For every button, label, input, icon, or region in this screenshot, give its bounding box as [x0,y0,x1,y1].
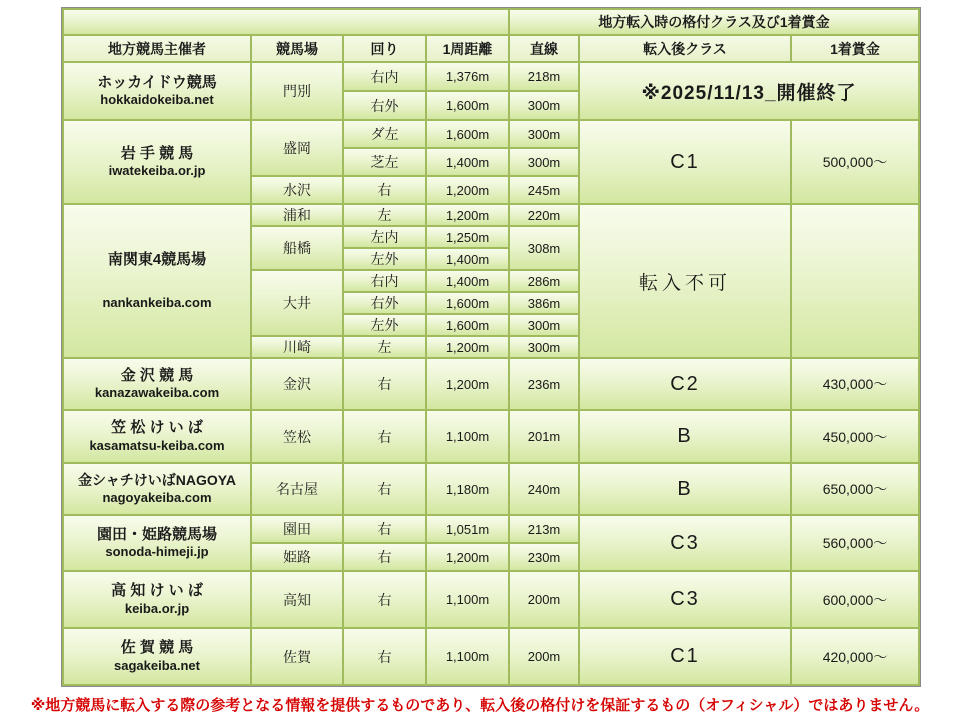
track-cell: 盛岡 [251,120,343,176]
class-cell: B [579,463,791,515]
organizer-cell-hokkaido [63,62,251,120]
table-row [63,515,919,543]
track-cell: 姫路 [251,543,343,571]
track-cell: 金沢 [251,358,343,410]
lap-cell: 1,400m [426,248,509,270]
class-cell: 転入不可 [579,204,791,358]
straight-cell: 300m [509,336,579,358]
col-header-straight: 直線 [509,35,579,62]
organizer-site: iwatekeiba.or.jp [108,163,206,179]
organizer-cell-kochi [63,571,251,628]
organizer-name: 園田・姫路競馬場 [96,525,217,543]
organizer-cell-nankan [63,204,251,358]
lap-cell: 1,200m [426,176,509,204]
turn-cell: 右 [343,176,426,204]
turn-cell: 左 [343,336,426,358]
class-cell: C1 [579,628,791,685]
organizer-name: 金 沢 競 馬 [120,366,194,384]
lap-cell: 1,600m [426,120,509,148]
local-racing-table [62,8,920,686]
class-cell: C2 [579,358,791,410]
table-row [63,62,919,91]
track-cell: 船橋 [251,226,343,270]
top-header-blank [63,9,509,35]
lap-cell: 1,400m [426,270,509,292]
turn-cell: 左 [343,204,426,226]
prize-cell: 500,000～ [791,120,919,204]
prize-cell-empty [791,204,919,358]
lap-cell: 1,376m [426,62,509,91]
status-cell: ※2025/11/13_開催終了 [579,62,919,120]
straight-cell: 218m [509,62,579,91]
track-cell: 水沢 [251,176,343,204]
straight-cell: 213m [509,515,579,543]
straight-cell: 236m [509,358,579,410]
prize-cell: 600,000～ [791,571,919,628]
lap-cell: 1,600m [426,314,509,336]
table-row [63,628,919,685]
turn-cell: 左外 [343,314,426,336]
turn-cell: 左内 [343,226,426,248]
track-cell: 川崎 [251,336,343,358]
turn-cell: 右外 [343,292,426,314]
lap-cell: 1,200m [426,336,509,358]
table-row [63,358,919,410]
col-header-racecourse: 競馬場 [251,35,343,62]
prize-cell: 450,000～ [791,410,919,463]
lap-cell: 1,400m [426,148,509,176]
class-cell: C1 [579,120,791,204]
col-header-turn: 回り [343,35,426,62]
track-cell: 笠松 [251,410,343,463]
organizer-name: 笠 松 け い ば [111,419,203,436]
col-header-lap: 1周距離 [426,35,509,62]
organizer-site: hokkaidokeiba.net [100,92,214,108]
table-row [63,410,919,463]
lap-cell: 1,200m [426,543,509,571]
prize-cell: 430,000～ [791,358,919,410]
table-row [63,463,919,515]
straight-cell: 200m [509,571,579,628]
disclaimer-note: ※地方競馬に転入する際の参考となる情報を提供するものであり、転入後の格付けを保証するもの（オフィシャル）ではありません。 [30,697,930,714]
lap-cell: 1,200m [426,204,509,226]
turn-cell: 右 [343,358,426,410]
lap-cell: 1,200m [426,358,509,410]
table-row [63,120,919,148]
organizer-name: 金シャチけいばNAGOYA [78,472,236,489]
organizer-site: kanazawakeiba.com [94,385,220,401]
organizer-site: sagakeiba.net [114,657,200,673]
turn-cell: 右 [343,571,426,628]
turn-cell: 右内 [343,62,426,91]
organizer-site: nagoyakeiba.com [102,489,212,505]
track-cell: 園田 [251,515,343,543]
turn-cell: 右 [343,463,426,515]
straight-cell: 286m [509,270,579,292]
organizer-name: 佐 賀 競 馬 [120,639,194,656]
track-cell: 門別 [251,62,343,120]
straight-cell: 300m [509,314,579,336]
class-cell: B [579,410,791,463]
class-cell: C3 [579,515,791,571]
straight-cell: 300m [509,120,579,148]
prize-cell: 420,000～ [791,628,919,685]
prize-cell: 650,000～ [791,463,919,515]
table-row [63,571,919,628]
track-cell: 高知 [251,571,343,628]
turn-cell: 右外 [343,91,426,120]
straight-cell: 245m [509,176,579,204]
organizer-name: ホッカイドウ競馬 [97,73,217,91]
turn-cell: 右 [343,628,426,685]
organizer-site: keiba.or.jp [124,600,190,616]
organizer-site: nankankeiba.com [102,295,212,311]
col-header-organizer: 地方競馬主催者 [63,35,251,62]
turn-cell: 右 [343,543,426,571]
lap-cell: 1,100m [426,628,509,685]
straight-cell: 230m [509,543,579,571]
top-header-title: 地方転入時の格付クラス及び1着賞金 [509,9,919,35]
organizer-name: 岩 手 競 馬 [120,144,194,162]
turn-cell: 右 [343,515,426,543]
lap-cell: 1,051m [426,515,509,543]
lap-cell: 1,100m [426,571,509,628]
organizer-name: 南関東4競馬場 [107,250,207,268]
table-row [63,204,919,226]
track-cell: 名古屋 [251,463,343,515]
class-cell: C3 [579,571,791,628]
turn-cell: ダ左 [343,120,426,148]
straight-cell: 386m [509,292,579,314]
organizer-cell-sonoda-himeji [63,515,251,571]
organizer-cell-saga [63,628,251,685]
track-cell: 浦和 [251,204,343,226]
straight-cell: 300m [509,91,579,120]
table-header-row [63,35,919,62]
straight-cell: 300m [509,148,579,176]
lap-cell: 1,180m [426,463,509,515]
straight-cell: 308m [509,226,579,270]
col-header-prize: 1着賞金 [791,35,919,62]
organizer-site: kasamatsu-keiba.com [89,437,225,453]
lap-cell: 1,100m [426,410,509,463]
lap-cell: 1,600m [426,292,509,314]
organizer-cell-kasamatsu [63,410,251,463]
organizer-site: sonoda-himeji.jp [105,544,209,560]
table-row [63,9,919,35]
lap-cell: 1,250m [426,226,509,248]
organizer-cell-kanazawa [63,358,251,410]
track-cell: 佐賀 [251,628,343,685]
turn-cell: 左外 [343,248,426,270]
organizer-cell-nagoya [63,463,251,515]
turn-cell: 右 [343,410,426,463]
straight-cell: 220m [509,204,579,226]
straight-cell: 201m [509,410,579,463]
col-header-class: 転入後クラス [579,35,791,62]
straight-cell: 240m [509,463,579,515]
organizer-name: 高 知 け い ば [111,582,203,599]
turn-cell: 右内 [343,270,426,292]
organizer-cell-iwate [63,120,251,204]
straight-cell: 200m [509,628,579,685]
prize-cell: 560,000～ [791,515,919,571]
track-cell: 大井 [251,270,343,336]
turn-cell: 芝左 [343,148,426,176]
lap-cell: 1,600m [426,91,509,120]
